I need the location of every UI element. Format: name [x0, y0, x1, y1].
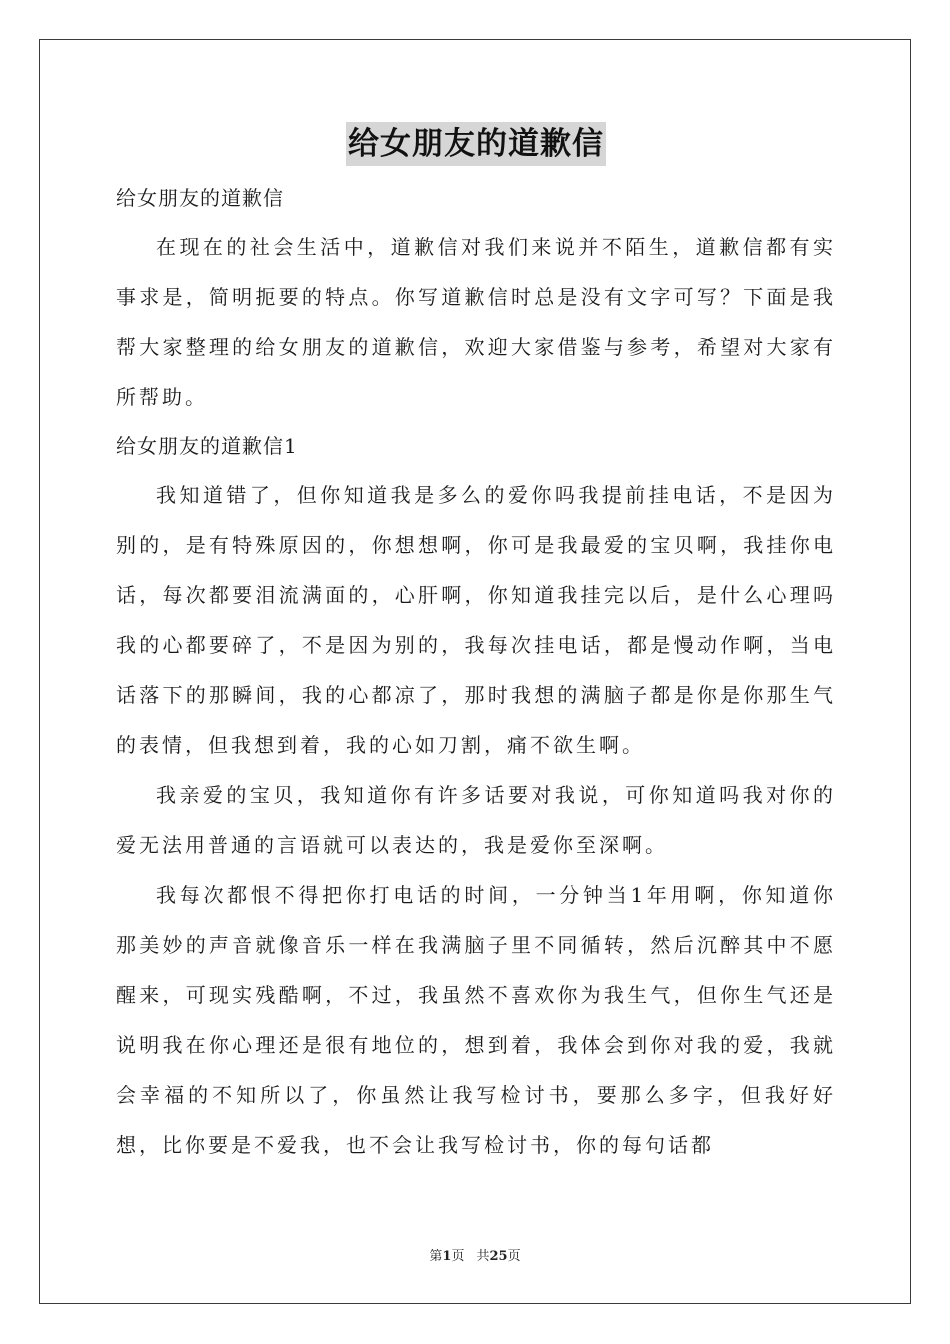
section1-heading: 给女朋友的道歉信1 — [116, 434, 298, 458]
title-wrap — [116, 122, 836, 174]
footer-page-prefix: 第 — [429, 1249, 443, 1264]
footer-page-mid: 页 — [451, 1249, 465, 1264]
section1-paragraph-1: 我知道错了，但你知道我是多么的爱你吗我提前挂电话，不是因为别的，是有特殊原因的，你想想啊，你可是我最爱的宝贝啊，我挂你电话，每次都要泪流满面的，心肝啊，你知道我挂完以后，是什么心理吗我的心都要碎了，不是因为别的，我每次挂电话，都是慢动作啊，当电话落下的那瞬间，我的心都凉了，那时我想的满脑子都是你是你那生气的表情，但我想到着，我的心如刀割，痛不欲生啊。 — [116, 483, 836, 757]
page-footer — [0, 1245, 950, 1264]
document-title: 给女朋友的道歉信 — [346, 122, 606, 166]
footer-page-current: 1 — [442, 1249, 452, 1264]
intro-heading: 给女朋友的道歉信 — [116, 186, 284, 210]
footer-total-prefix: 共 — [476, 1249, 490, 1264]
footer-page-total: 25 — [489, 1249, 508, 1264]
footer-total-suffix: 页 — [507, 1249, 521, 1264]
document-body — [116, 122, 836, 1170]
section1-paragraph-2: 我亲爱的宝贝，我知道你有许多话要对我说，可你知道吗我对你的爱无法用普通的言语就可以表达的，我是爱你至深啊。 — [116, 783, 836, 857]
section1-paragraph-3: 我每次都恨不得把你打电话的时间，一分钟当1年用啊，你知道你那美妙的声音就像音乐一样在我满脑子里不同循转，然后沉醉其中不愿醒来，可现实残酷啊，不过，我虽然不喜欢你为我生气，但你生气还是说明我在你心理还是很有地位的，想到着，我体会到你对我的爱，我就会幸福的不知所以了，你虽然让我写检讨书，要那么多字，但我好好想，比你要是不爱我，也不会让我写检讨书，你的每句话都 — [116, 883, 836, 1157]
intro-paragraph: 在现在的社会生活中，道歉信对我们来说并不陌生，道歉信都有实事求是，简明扼要的特点。你写道歉信时总是没有文字可写？下面是我帮大家整理的给女朋友的道歉信，欢迎大家借鉴与参考，希望对大家有所帮助。 — [116, 235, 836, 409]
